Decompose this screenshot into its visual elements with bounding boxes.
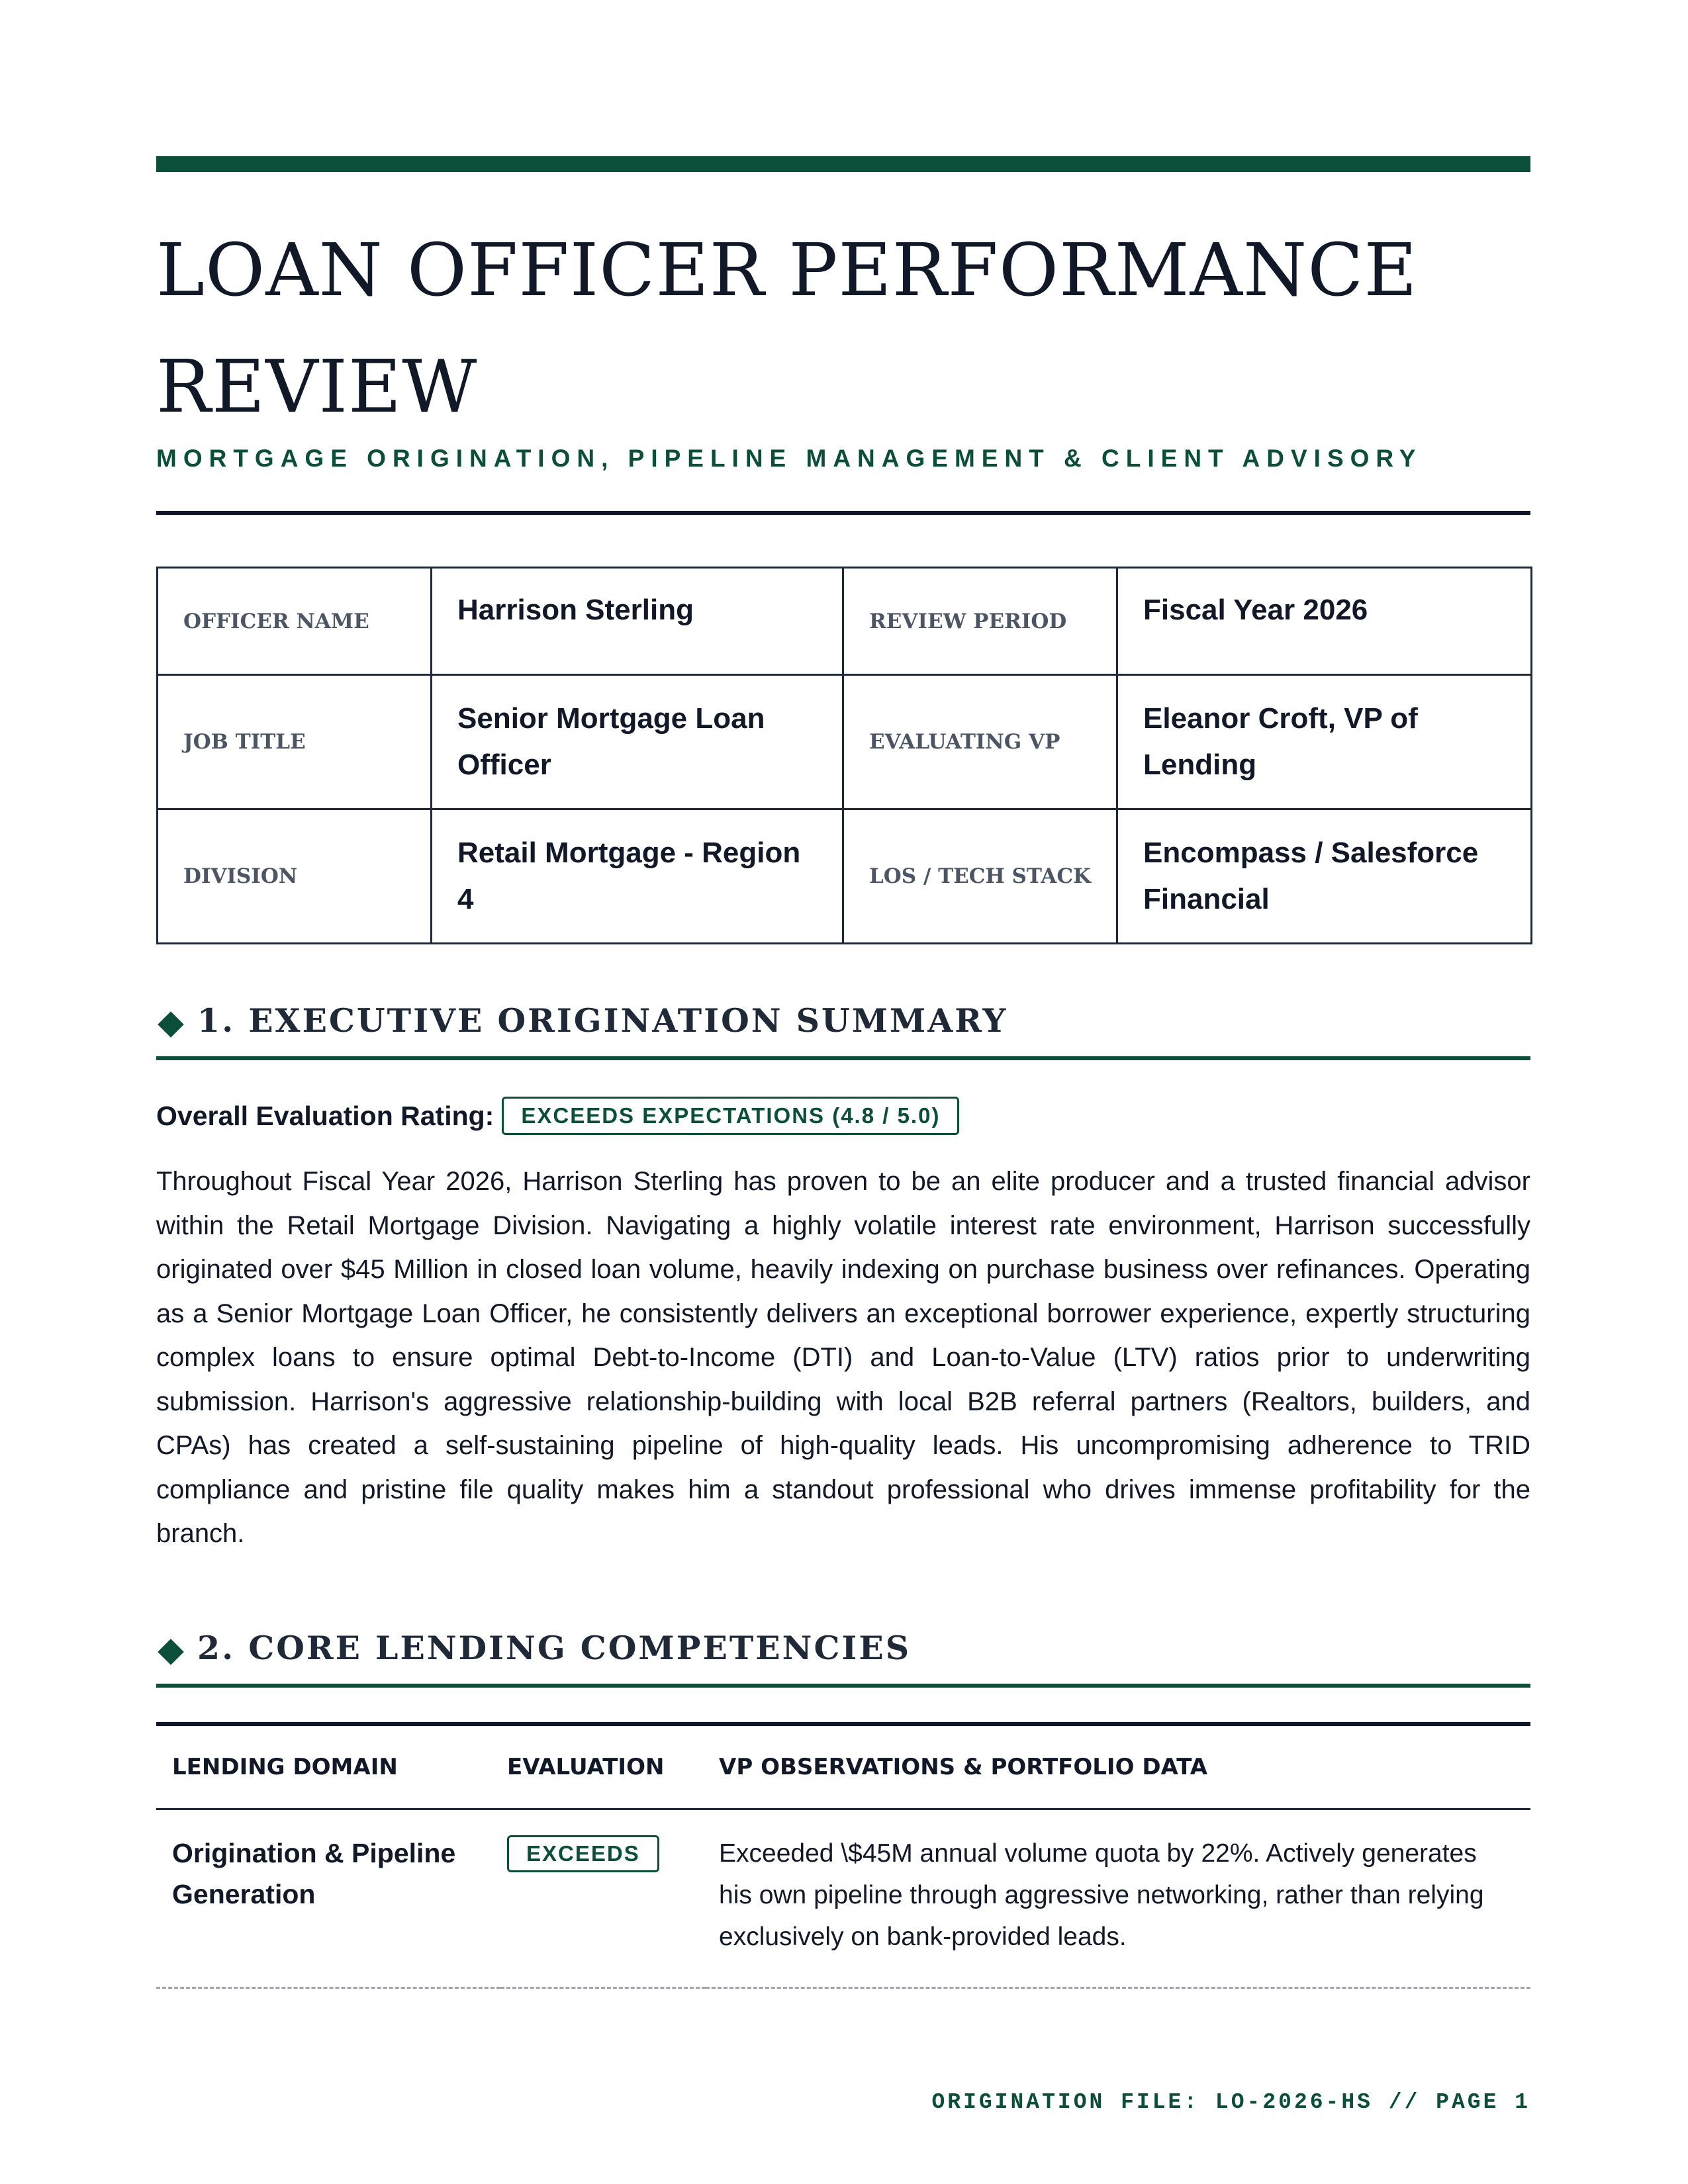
review-period-value: Fiscal Year 2026 [1117,568,1532,675]
diamond-bullet-icon [158,1011,184,1038]
section-1-title: 1. EXECUTIVE ORIGINATION SUMMARY [197,1001,1008,1040]
officer-name-label: OFFICER NAME [158,568,432,675]
tech-stack-label: LOS / TECH STACK [843,809,1117,944]
page-footer: ORIGINATION FILE: LO-2026-HS // PAGE 1 [931,2090,1530,2115]
division-label: DIVISION [158,809,432,944]
officer-info-table [156,567,1532,944]
competency-observation: Exceeded \$45M annual volume quota by 22%. Actively generates his own pipeline through aggressive networking, rather than relying exclusively on bank-provided leads. [706,1809,1530,1988]
section-2-heading [156,1621,1530,1674]
table-row [156,1809,1530,1988]
overall-rating-label: Overall Evaluation Rating: [156,1100,494,1131]
job-title-value: Senior Mortgage Loan Officer [432,675,843,809]
overall-rating-row [156,1096,1530,1136]
evaluating-vp-label: EVALUATING VP [843,675,1117,809]
competencies-header-row [156,1724,1530,1809]
executive-summary-text: Throughout Fiscal Year 2026, Harrison Sterling has proven to be an elite producer and a trusted financial advisor within the Retail Mortgage Division. Navigating a highly volatile interest rate environment, Harrison successfully originated over $45 Million in closed loan volume, heavily indexing on purchase business over refinances. Operating as a Senior Mortgage Loan Officer, he consistently delivers an exceptional borrower experience, expertly structuring complex loans to ensure optimal Debt-to-Income (DTI) and Loan-to-Value (LTV) ratios prior to underwriting submission. Harrison's aggressive relationship-building with local B2B referral partners (Realtors, builders, and CPAs) has created a self-sustaining pipeline of high-quality leads. His uncompromising adherence to TRID compliance and pristine file quality makes him a standout professional who drives immense profitability for the branch. [156,1167,1530,1548]
document-subtitle: MORTGAGE ORIGINATION, PIPELINE MANAGEMENT & CLIENT ADVISORY [156,445,1423,472]
section-1-heading [156,994,1530,1047]
competencies-table [156,1722,1530,1989]
tech-stack-value: Encompass / Salesforce Financial [1117,809,1532,944]
evaluation-badge: EXCEEDS [507,1835,659,1872]
section-2-divider [156,1684,1530,1688]
division-value: Retail Mortgage - Region 4 [432,809,843,944]
diamond-bullet-icon [158,1639,184,1665]
review-period-label: REVIEW PERIOD [843,568,1117,675]
top-accent-bar [156,156,1530,172]
column-header-evaluation: EVALUATION [500,1724,706,1809]
officer-name-value: Harrison Sterling [432,568,843,675]
overall-rating-badge: EXCEEDS EXPECTATIONS (4.8 / 5.0) [502,1097,959,1135]
column-header-observations: VP OBSERVATIONS & PORTFOLIO DATA [706,1724,1530,1809]
column-header-domain: LENDING DOMAIN [156,1724,500,1809]
job-title-label: JOB TITLE [158,675,432,809]
section-1-divider [156,1056,1530,1060]
document-page [156,0,1530,2184]
competency-evaluation-cell [500,1809,706,1988]
title-divider [156,511,1530,515]
evaluating-vp-value: Eleanor Croft, VP of Lending [1117,675,1532,809]
document-title: LOAN OFFICER PERFORMANCE REVIEW [156,228,1418,429]
section-2-title: 2. CORE LENDING COMPETENCIES [197,1629,912,1667]
competency-domain: Origination & Pipeline Generation [156,1809,500,1988]
